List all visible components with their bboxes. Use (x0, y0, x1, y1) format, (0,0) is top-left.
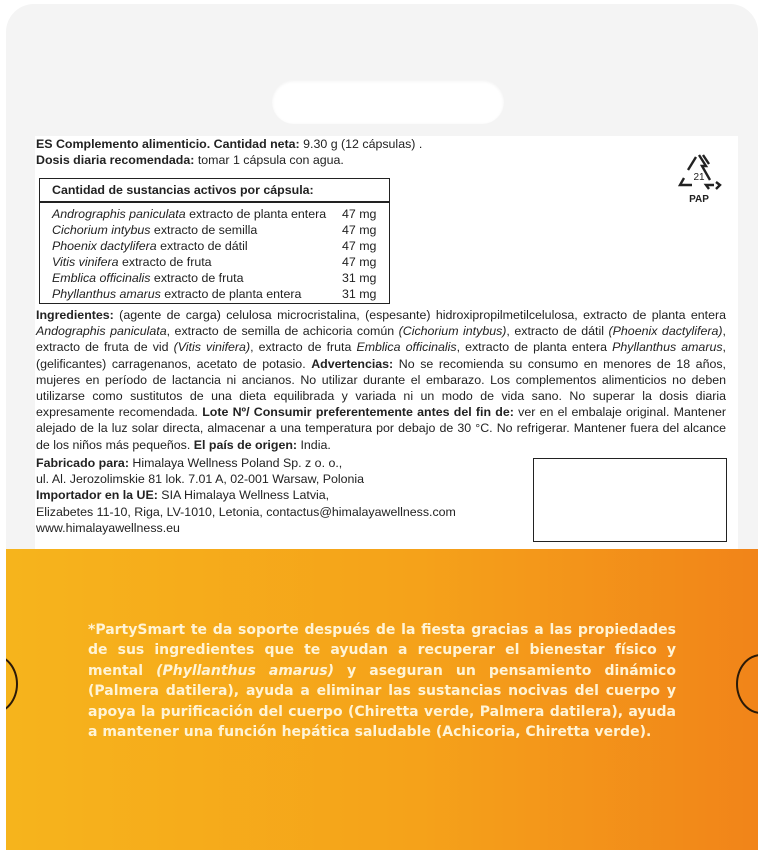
table-row: Phyllanthus amarus extracto de planta entera 31 mg (52, 287, 377, 301)
active-substances-table (39, 178, 390, 304)
recycle-icon (676, 152, 722, 206)
product-header (36, 136, 636, 168)
table-title: Cantidad de sustancias activos por cápsula: (52, 183, 314, 197)
table-row: Andrographis paniculata extracto de planta entera 47 mg (52, 207, 377, 221)
table-row: Phoenix dactylifera extracto de dátil 47 mg (52, 239, 377, 253)
table-row: Emblica officinalis extracto de fruta 31 mg (52, 271, 377, 285)
ingredients-paragraph: Ingredientes: (agente de carga) celulosa microcristalina, (espesante) hidroxipropilmetilcelulosa, extracto de planta entera Andographis paniculata, extracto de semilla de achicoria común (Cichorium intybus), extracto de dátil (Phoenix dactylifera), extracto de fruta de vid (Vitis vinifera), extracto de fruta Emblica officinalis, extracto de planta entera Phyllanthus amarus, (gelificantes) carragenanos, acetato de potasio. Advertencias: No se recomienda su consumo en menores de 18 años, mujeres en período de lactancia ni ancianos. No utilizar durante el embarazo. Los complementos alimenticios no deben utilizarse como sustitutos de una dieta equilibrada y variada ni un modo de vida sano. No superar la dosis diaria expresamente recomendada. Lote Nº/ Consumir preferentemente antes del fin de: ver en el embalaje original. Mantener alejado de la luz solar directa, almacenar a una temperatura por debajo de 30 °C. No refrigerar. Mantener fuera del alcance de los niños más pequeños. El país de origen: India. (36, 308, 726, 452)
website: www.himalayawellness.eu (36, 520, 180, 535)
lot-box (533, 458, 727, 542)
party-smart-claim: *PartySmart te da soporte después de la fiesta gracias a las propiedades de sus ingredientes que te ayudan a recuperar el bienestar físico y mental (Phyllanthus amarus) y aseguran un pensamiento dinámico (Palmera datilera), ayuda a eliminar las sustancias nocivas del cuerpo y apoya la purificación del cuerpo (Chiretta verde, Palmera datilera), ayuda a mantener una función hepática saludable (Achicoria, Chiretta verde). (88, 622, 676, 741)
table-divider (40, 201, 389, 203)
daily-dose-line: Dosis diaria recomendada: tomar 1 cápsula con agua. (36, 153, 344, 167)
hang-hole (272, 80, 504, 124)
net-quantity-line: ES Complemento alimenticio. Cantidad neta: 9.30 g (12 cápsulas) . (36, 137, 423, 151)
recycle-number: 21 (693, 172, 705, 183)
table-row: Vitis vinifera extracto de fruta 47 mg (52, 255, 377, 269)
table-row: Cichorium intybus extracto de semilla 47 mg (52, 223, 377, 237)
recycle-symbol (676, 152, 722, 206)
recycle-code: PAP (689, 194, 709, 205)
manufacturer-info: Fabricado para: Himalaya Wellness Poland Sp. z o. o., ul. Al. Jerozolimskie 81 lok. 7.01 A, 02-001 Warsaw, Polonia Importador en la UE: SIA Himalaya Wellness Latvia, Elizabetes 11-10, Riga, LV-1010, Letonia, contactus@himalayawellness.com www.himalayawellness.eu (36, 455, 506, 536)
